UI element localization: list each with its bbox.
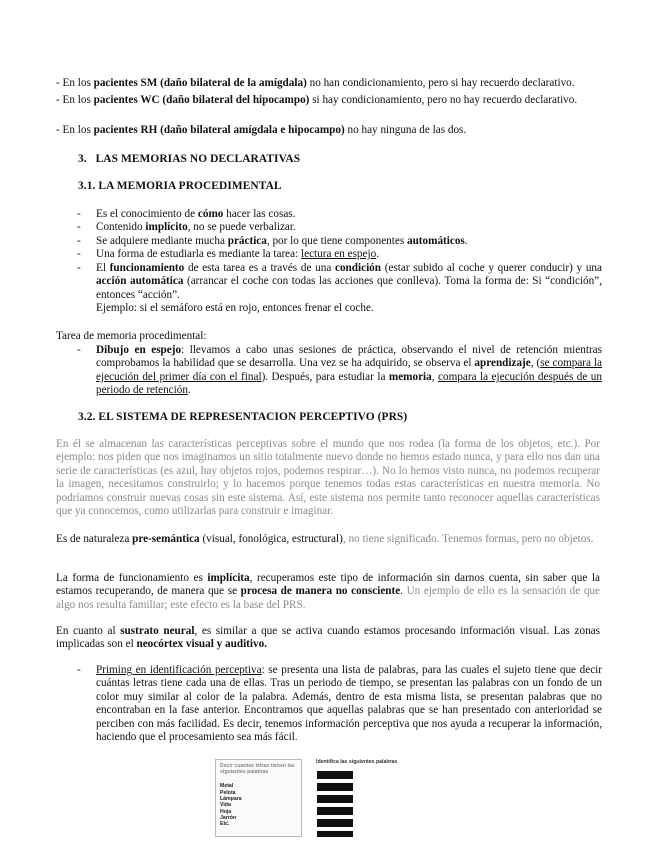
prs-paragraph-1: En él se almacenan las características perceptivas sobre el mundo que nos rodea (la forma de los objetos, etc.). Por ejemplo: nos piden que nos imaginamos un sitio totalmente nuevo donde no hemos estado nunca, y para ello nos dan una serie de características (es azul, hay objetos rojos, podemos respirar…). No lo hemos visto nunca, no podemos recuperar la imagen, necesitamos construirlo; y lo hacemos porque tenemos todas estas características en nuestra memoria. No podríamos construir nuevas cosas sin este sistema. Así, este sistema nos permite tanto reconocer aquellas características que ya conocemos, como utilizarlas para construir e imaginar. (56, 438, 600, 518)
figure-word: Hoja (220, 808, 232, 815)
prs-paragraph-2: Es de naturaleza pre-semántica (visual, fonológica, estructural), no tiene significado. Tenemos formas, pero no objetos. (56, 533, 594, 545)
list-item: - Una forma de estudiarla es mediante la tarea: lectura en espejo. (77, 248, 379, 260)
figure-word: Jarrón (220, 814, 237, 821)
figure-word: Pelota (220, 789, 236, 796)
task-intro: Tarea de memoria procedimental: (56, 330, 207, 342)
priming-figure-test-list (313, 759, 423, 837)
list-item: - Se adquiere mediante mucha práctica, por lo que tiene componentes automáticos. (77, 235, 468, 247)
figure-word: Lámpara (220, 796, 242, 802)
list-item: - Dibujo en espejo: llevamos a cabo unas sesiones de práctica, observando el nivel de retención mientras comprobamos la habilidad que se desarrolla. Una vez se ha adquirido, se observa el aprendizaje, (se compara la ejecución del primer día con el final). Después, para estudiar la memoria, compara la ejecución después de un periodo de retención. (77, 344, 603, 397)
intro-line-wc: - En los pacientes WC (daño bilateral del hipocampo) si hay condicionamiento, pero no hay recuerdo declarativo. (56, 94, 578, 106)
section-3-2-heading: 3.2. EL SISTEMA DE REPRESENTACION PERCEPTIVO (PRS) (78, 411, 408, 423)
masked-word-box (317, 771, 353, 779)
masked-word-box (317, 795, 353, 803)
figure-right-title: Identifica las siguientes palabras (316, 759, 398, 765)
list-item: - Priming en identificación perceptiva: se presenta una lista de palabras, para las cuales el sujeto tiene que decir cuántas letras tiene cada una de ellas. Tras un periodo de tiempo, se presentan las palabras con un fondo de un color muy similar al color de la palabra. Además, dentro de esta misma lista, se presentan palabras que no encontraban en la fase anterior. Encontramos que aquellas palabras que se han presentado con anterioridad se perciben con más facilidad. Es decir, tenemos información perceptiva que nos ayuda a recuperar la información, haciendo que el procesamiento sea más fácil. (77, 664, 603, 744)
masked-word-box (317, 783, 353, 791)
section-3-heading: 3. LAS MEMORIAS NO DECLARATIVAS (78, 153, 301, 165)
prs-paragraph-3: La forma de funcionamiento es implícita, recuperamos este tipo de información sin darnos cuenta, sin saber que la estamos recuperando, de manera que se procesa de manera no consciente. Un ejemplo de ello es la sensación de que algo nos resulta familiar; este efecto es la base del PRS. (56, 572, 600, 611)
figure-word: Etc. (220, 821, 230, 828)
section-3-1-heading: 3.1. LA MEMORIA PROCEDIMENTAL (78, 180, 282, 192)
masked-word-box (317, 807, 353, 815)
intro-line-rh: - En los pacientes RH (daño bilateral amígdala e hipocampo) no hay ninguna de las dos. (56, 124, 467, 136)
list-item: - Es el conocimiento de cómo hacer las cosas. (77, 208, 296, 220)
list-item: - El funcionamiento de esta tarea es a través de una condición (estar subido al coche y querer conducir) y una acción automática (arrancar el coche con todas las acciones que conlleva). Toma la forma de: Si “condición”, entonces “acción”. Ejemplo: si el semáforo está en rojo, entonces frenar el coche. (77, 262, 602, 315)
masked-word-box (317, 819, 353, 827)
masked-word-box (317, 831, 353, 837)
figure-word: Metal (220, 783, 234, 790)
intro-line-sm: - En los pacientes SM (daño bilateral de la amígdala) no han condicionamiento, pero si hay recuerdo declarativo. (56, 77, 575, 89)
figure-left-title: Decir cuantas letras tienen las siguientes palabras (220, 763, 295, 776)
figure-word: Vida (220, 802, 231, 809)
prs-paragraph-4: En cuanto al sustrato neural, es similar a que se activa cuando estamos procesando información visual. Las zonas implicadas son el neocórtex visual y auditivo. (56, 625, 600, 651)
priming-figure-study-list (215, 759, 302, 837)
list-item: - Contenido implícito, no se puede verbalizar. (77, 221, 296, 233)
